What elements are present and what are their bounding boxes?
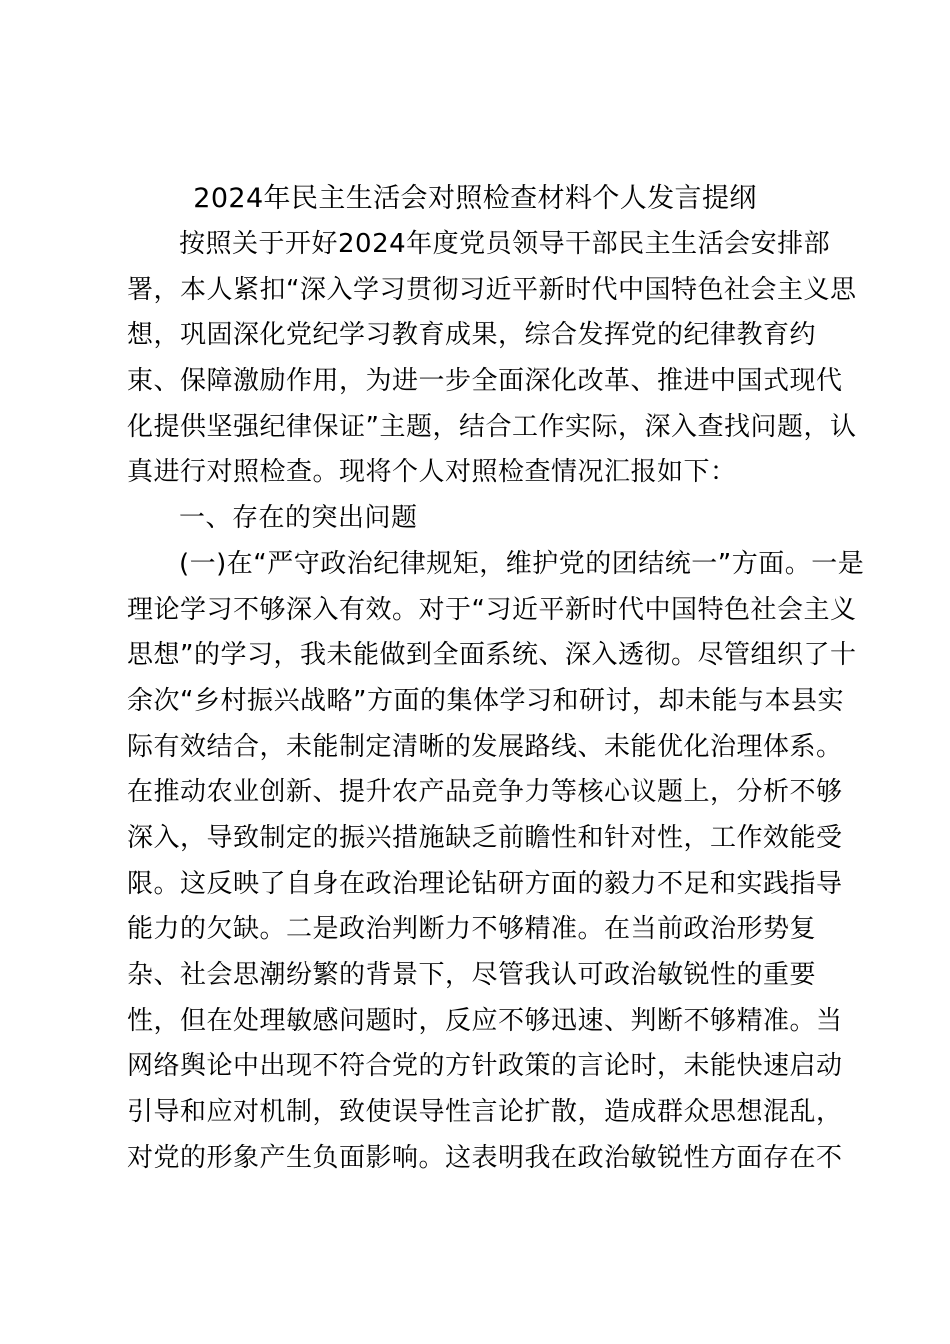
paragraph-line: 际有效结合，未能制定清晰的发展路线、未能优化治理体系。	[127, 731, 843, 762]
paragraph-line: 按照关于开好2024年度党员领导干部民主生活会安排部	[179, 229, 831, 259]
paragraph-line: 能力的欠缺。二是政治判断力不够精准。在当前政治形势复	[127, 914, 817, 945]
paragraph-line: (一)在“严守政治纪律规矩，维护党的团结统一”方面。一是	[179, 548, 865, 579]
paragraph-line: 深入，导致制定的振兴措施缺乏前瞻性和针对性，工作效能受	[127, 822, 843, 853]
paragraph-line: 性，但在处理敏感问题时，反应不够迅速、判断不够精准。当	[127, 1005, 843, 1036]
paragraph-line: 理论学习不够深入有效。对于“习近平新时代中国特色社会主义	[127, 594, 857, 625]
paragraph-line: 网络舆论中出现不符合党的方针政策的言论时，未能快速启动	[127, 1051, 843, 1082]
paragraph-line: 余次“乡村振兴战略”方面的集体学习和研讨，却未能与本县实	[127, 685, 844, 716]
paragraph-line: 署，本人紧扣“深入学习贯彻习近平新时代中国特色社会主义思	[127, 274, 857, 305]
paragraph-line: 束、保障激励作用，为进一步全面深化改革、推进中国式现代	[127, 366, 843, 397]
paragraph-line: 对党的形象产生负面影响。这表明我在政治敏锐性方面存在不	[127, 1142, 843, 1173]
paragraph-line: 在推动农业创新、提升农产品竞争力等核心议题上，分析不够	[127, 777, 843, 808]
paragraph-line: 杂、社会思潮纷繁的背景下，尽管我认可政治敏锐性的重要	[127, 960, 817, 990]
paragraph-line: 引导和应对机制，致使误导性言论扩散，造成群众思想混乱，	[127, 1097, 843, 1128]
paragraph-line: 限。这反映了自身在政治理论钻研方面的毅力不足和实践指导	[127, 868, 843, 899]
document-body	[127, 222, 865, 1181]
section-heading: 一、存在的突出问题	[179, 503, 418, 534]
document-title: 2024年民主生活会对照检查材料个人发言提纲	[193, 183, 757, 214]
paragraph-line: 思想”的学习，我未能做到全面系统、深入透彻。尽管组织了十	[127, 640, 857, 671]
paragraph-line: 想，巩固深化党纪学习教育成果，综合发挥党的纪律教育约	[127, 320, 817, 351]
paragraph-line: 真进行对照检查。现将个人对照检查情况汇报如下：	[127, 457, 737, 488]
paragraph-line: 化提供坚强纪律保证”主题，结合工作实际，深入查找问题，认	[127, 411, 857, 442]
